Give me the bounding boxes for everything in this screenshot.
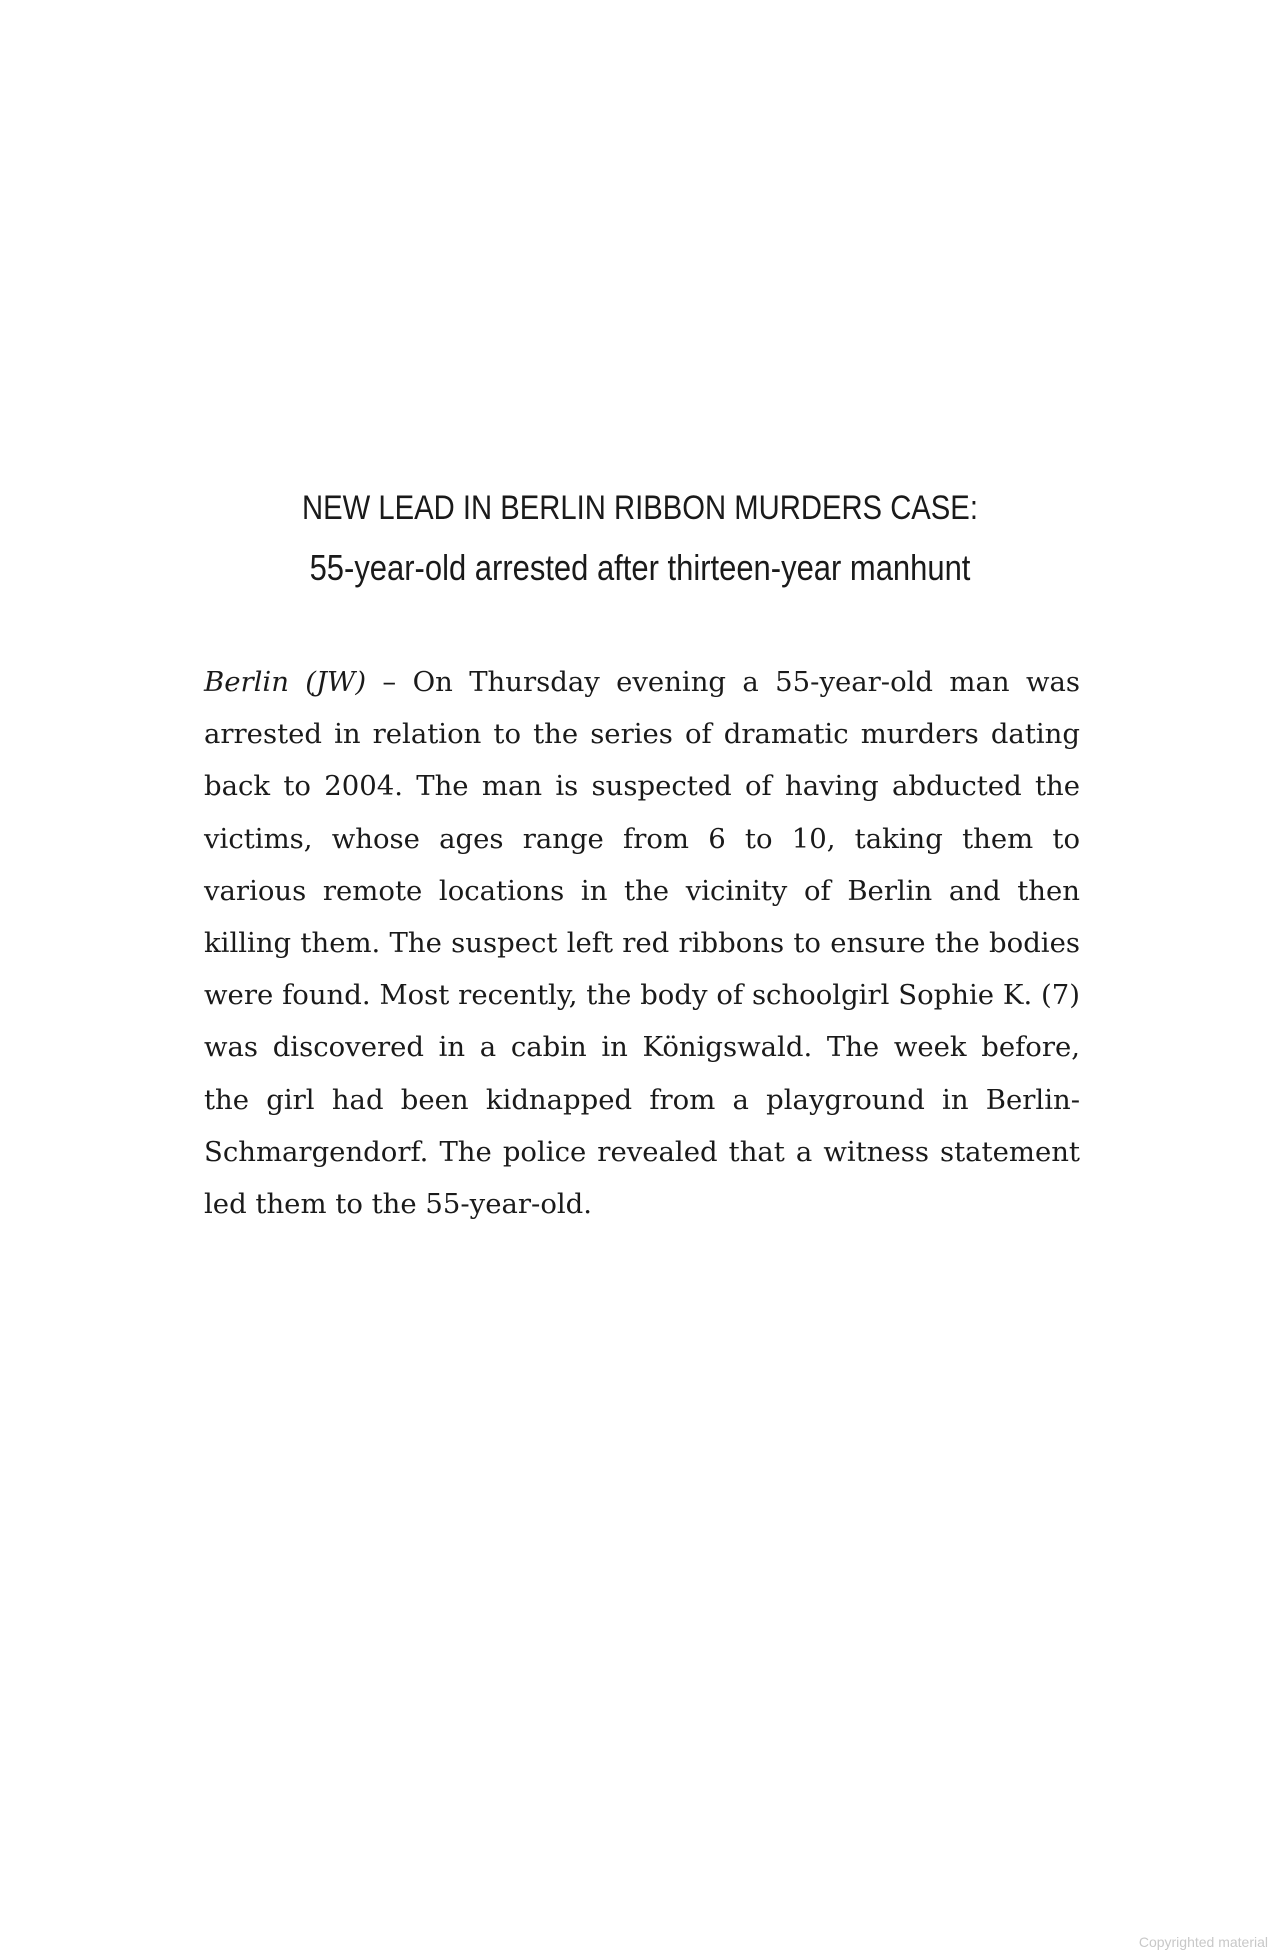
copyright-notice: Copyrighted material	[1138, 1934, 1268, 1950]
headline	[160, 488, 1120, 588]
headline-subtitle: 55-year-old arrested after thirteen-year manhunt	[309, 547, 971, 588]
headline-title: NEW LEAD IN BERLIN RIBBON MURDERS CASE:	[302, 489, 978, 527]
article-dateline: Berlin (JW)	[204, 666, 367, 698]
dateline-separator: –	[366, 666, 413, 698]
article-text: On Thursday evening a 55-year-old man was arrested in relation to the series of dramatic murders dating back to 2004. The man is suspected of having abducted the victims, whose ages range from 6 to 10, taking them to various remote locations in the vicinity of Berlin and then killing them. The suspect left red ribbons to ensure the bodies were found. Most recently, the body of schoolgirl Sophie K. (7) was discovered in a cabin in Königswald. The week before, the girl had been kidnapped from a playground in Berlin-Schmargendorf. The police revealed that a witness statement led them to the 55-year-old.	[204, 666, 1081, 1221]
article-body	[204, 656, 1080, 1230]
